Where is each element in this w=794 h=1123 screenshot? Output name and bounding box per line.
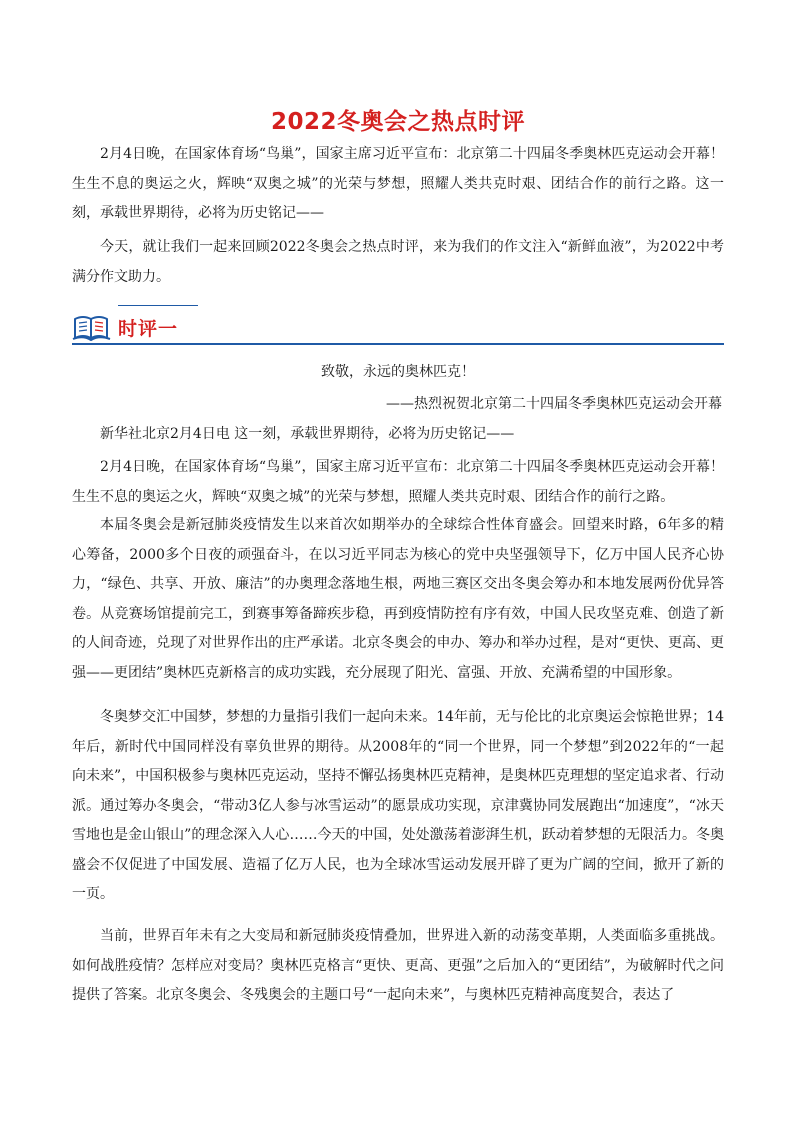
open-book-icon <box>72 311 112 343</box>
section-divider <box>72 343 724 345</box>
article-paragraph-5: 当前，世界百年未有之大变局和新冠肺炎疫情叠加，世界进入新的动荡变革期，人类面临多重挑战。如何战胜疫情？怎样应对变局？奥林匹克格言“更快、更高、更强”之后加入的“更团结”，为破解时代之问提供了答案。北京冬奥会、冬残奥会的主题口号“一起向未来”，与奥林匹克精神高度契合，表达了 <box>72 928 724 1003</box>
section-header <box>72 305 724 347</box>
article-paragraph-1: 新华社北京2月4日电 这一刻，承载世界期待，必将为历史铭记—— <box>100 426 515 442</box>
page-title: 2022冬奥会之热点时评 <box>270 109 525 135</box>
article-subtitle: ——热烈祝贺北京第二十四届冬季奥林匹克运动会开幕 <box>386 396 722 412</box>
section-title: 时评一 <box>118 318 179 340</box>
article-title: 致敬，永远的奥林匹克！ <box>321 364 475 380</box>
intro-paragraph-1: 2月4日晚，在国家体育场“鸟巢”，国家主席习近平宣布：北京第二十四届冬季奥林匹克运动会开幕！生生不息的奥运之火，辉映“双奥之城”的光荣与梦想，照耀人类共克时艰、团结合作的前行之路。这一刻，承载世界期待，必将为历史铭记—— <box>72 146 724 221</box>
section-top-line <box>118 305 198 306</box>
article-paragraph-2: 2月4日晚，在国家体育场“鸟巢”，国家主席习近平宣布：北京第二十四届冬季奥林匹克运动会开幕！生生不息的奥运之火，辉映“双奥之城”的光荣与梦想，照耀人类共克时艰、团结合作的前行之路。 <box>72 459 724 505</box>
article-paragraph-4: 冬奥梦交汇中国梦，梦想的力量指引我们一起向未来。14年前，无与伦比的北京奥运会惊艳世界；14年后，新时代中国同样没有辜负世界的期待。从2008年的“同一个世界，同一个梦想”到2022年的“一起向未来”，中国积极参与奥林匹克运动，坚持不懈弘扬奥林匹克精神，是奥林匹克理想的坚定追求者、行动派。通过筹办冬奥会，“带动3亿人参与冰雪运动”的愿景成功实现，京津冀协同发展跑出“加速度”，“冰天雪地也是金山银山”的理念深入人心……今天的中国，处处激荡着澎湃生机，跃动着梦想的无限活力。冬奥盛会不仅促进了中国发展、造福了亿万人民，也为全球冰雪运动发展开辟了更为广阔的空间，掀开了新的一页。 <box>72 709 724 902</box>
article-paragraph-3: 本届冬奥会是新冠肺炎疫情发生以来首次如期举办的全球综合性体育盛会。回望来时路，6年多的精心筹备，2000多个日夜的顽强奋斗，在以习近平同志为核心的党中央坚强领导下，亿万中国人民齐心协力，“绿色、共享、开放、廉洁”的办奥理念落地生根，两地三赛区交出冬奥会筹办和本地发展两份优异答卷。从竞赛场馆提前完工，到赛事筹备蹄疾步稳，再到疫情防控有序有效，中国人民攻坚克难、创造了新的人间奇迹，兑现了对世界作出的庄严承诺。北京冬奥会的申办、筹办和举办过程，是对“更快、更高、更强——更团结”奥林匹克新格言的成功实践，充分展现了阳光、富强、开放、充满希望的中国形象。 <box>72 517 724 681</box>
intro-paragraph-2: 今天，就让我们一起来回顾2022冬奥会之热点时评，来为我们的作文注入“新鲜血液”，为2022中考满分作文助力。 <box>72 239 724 285</box>
